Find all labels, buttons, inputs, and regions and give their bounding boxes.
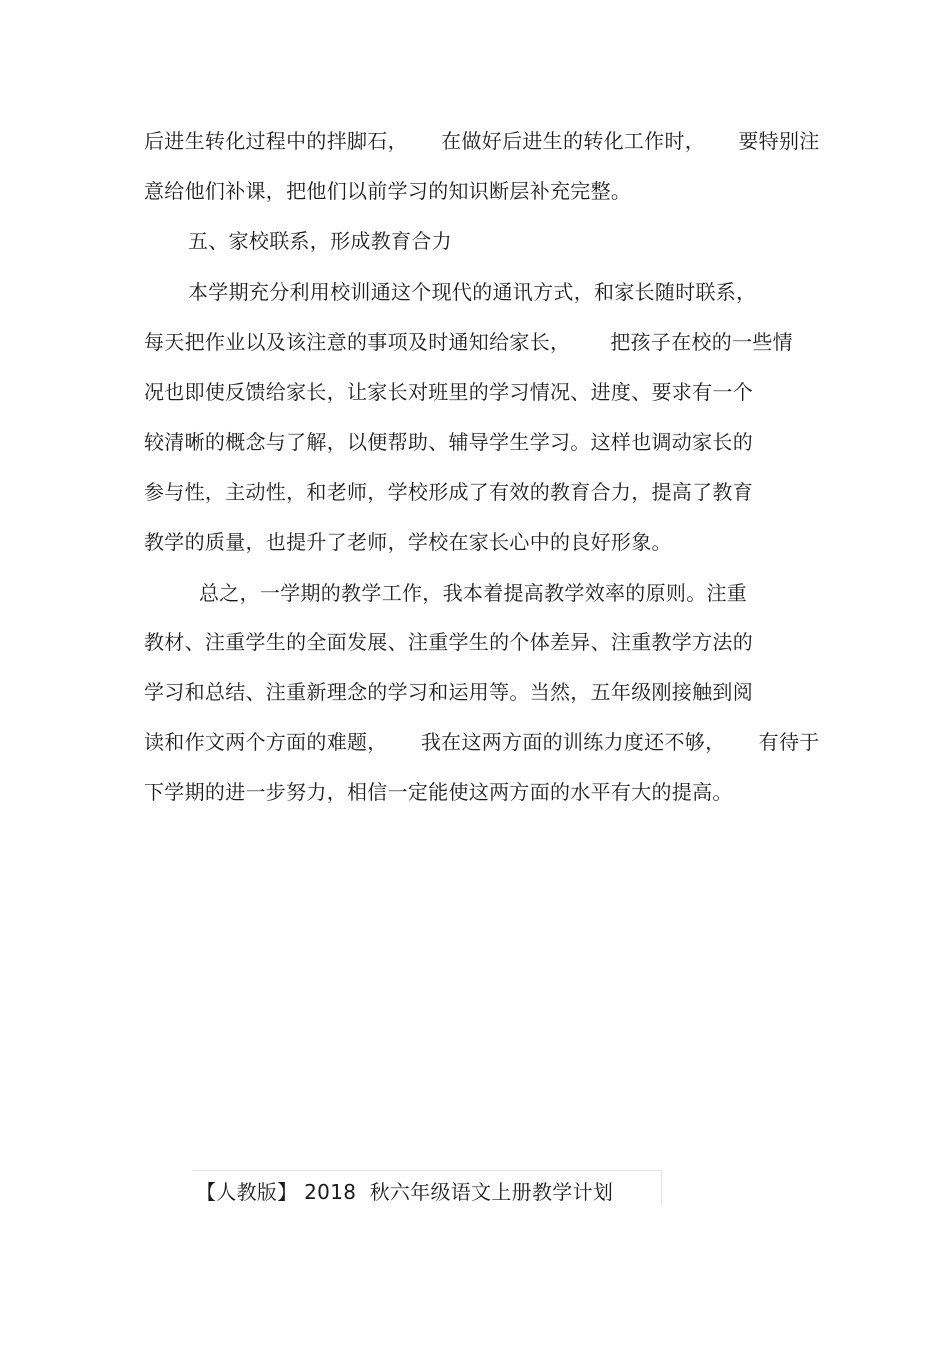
body-text-line: 总之，一学期的教学工作，我本着提高教学效率的原则。注重 (199, 581, 748, 605)
body-text-line: 参与性，主动性，和老师，学校形成了有效的教育合力，提高了教育 (144, 480, 753, 504)
body-text-line: 意给他们补课，把他们以前学习的知识断层补充完整。 (144, 179, 632, 203)
body-text-line: 下学期的进一步努力，相信一定能使这两方面的水平有大的提高。 (144, 780, 733, 804)
body-text-line: 教材、注重学生的全面发展、注重学生的个体差异、注重教学方法的 (144, 630, 753, 654)
section-heading: 五、家校联系，形成教育合力 (188, 229, 452, 253)
body-text-line: 本学期充分利用校训通这个现代的通讯方式，和家长随时联系， (188, 280, 757, 304)
body-text-line: 后进生转化过程中的拌脚石， 在做好后进生的转化工作时， 要特别注 (144, 129, 820, 153)
body-text-line: 每天把作业以及该注意的事项及时通知给家长， 把孩子在校的一些情 (144, 330, 793, 354)
body-text-line: 学习和总结、注重新理念的学习和运用等。当然，五年级刚接触到阅 (144, 680, 753, 704)
body-text-line: 教学的质量，也提升了老师，学校在家长心中的良好形象。 (144, 530, 672, 554)
footer-title: 【人教版】 2018 秋六年级语文上册教学计划 (196, 1180, 614, 1204)
body-text-line: 较清晰的概念与了解，以便帮助、辅导学生学习。这样也调动家长的 (144, 430, 753, 454)
body-text-line: 读和作文两个方面的难题， 我在这两方面的训练力度还不够， 有待于 (144, 730, 820, 754)
body-text-line: 况也即使反馈给家长，让家长对班里的学习情况、进度、要求有一个 (144, 380, 753, 404)
